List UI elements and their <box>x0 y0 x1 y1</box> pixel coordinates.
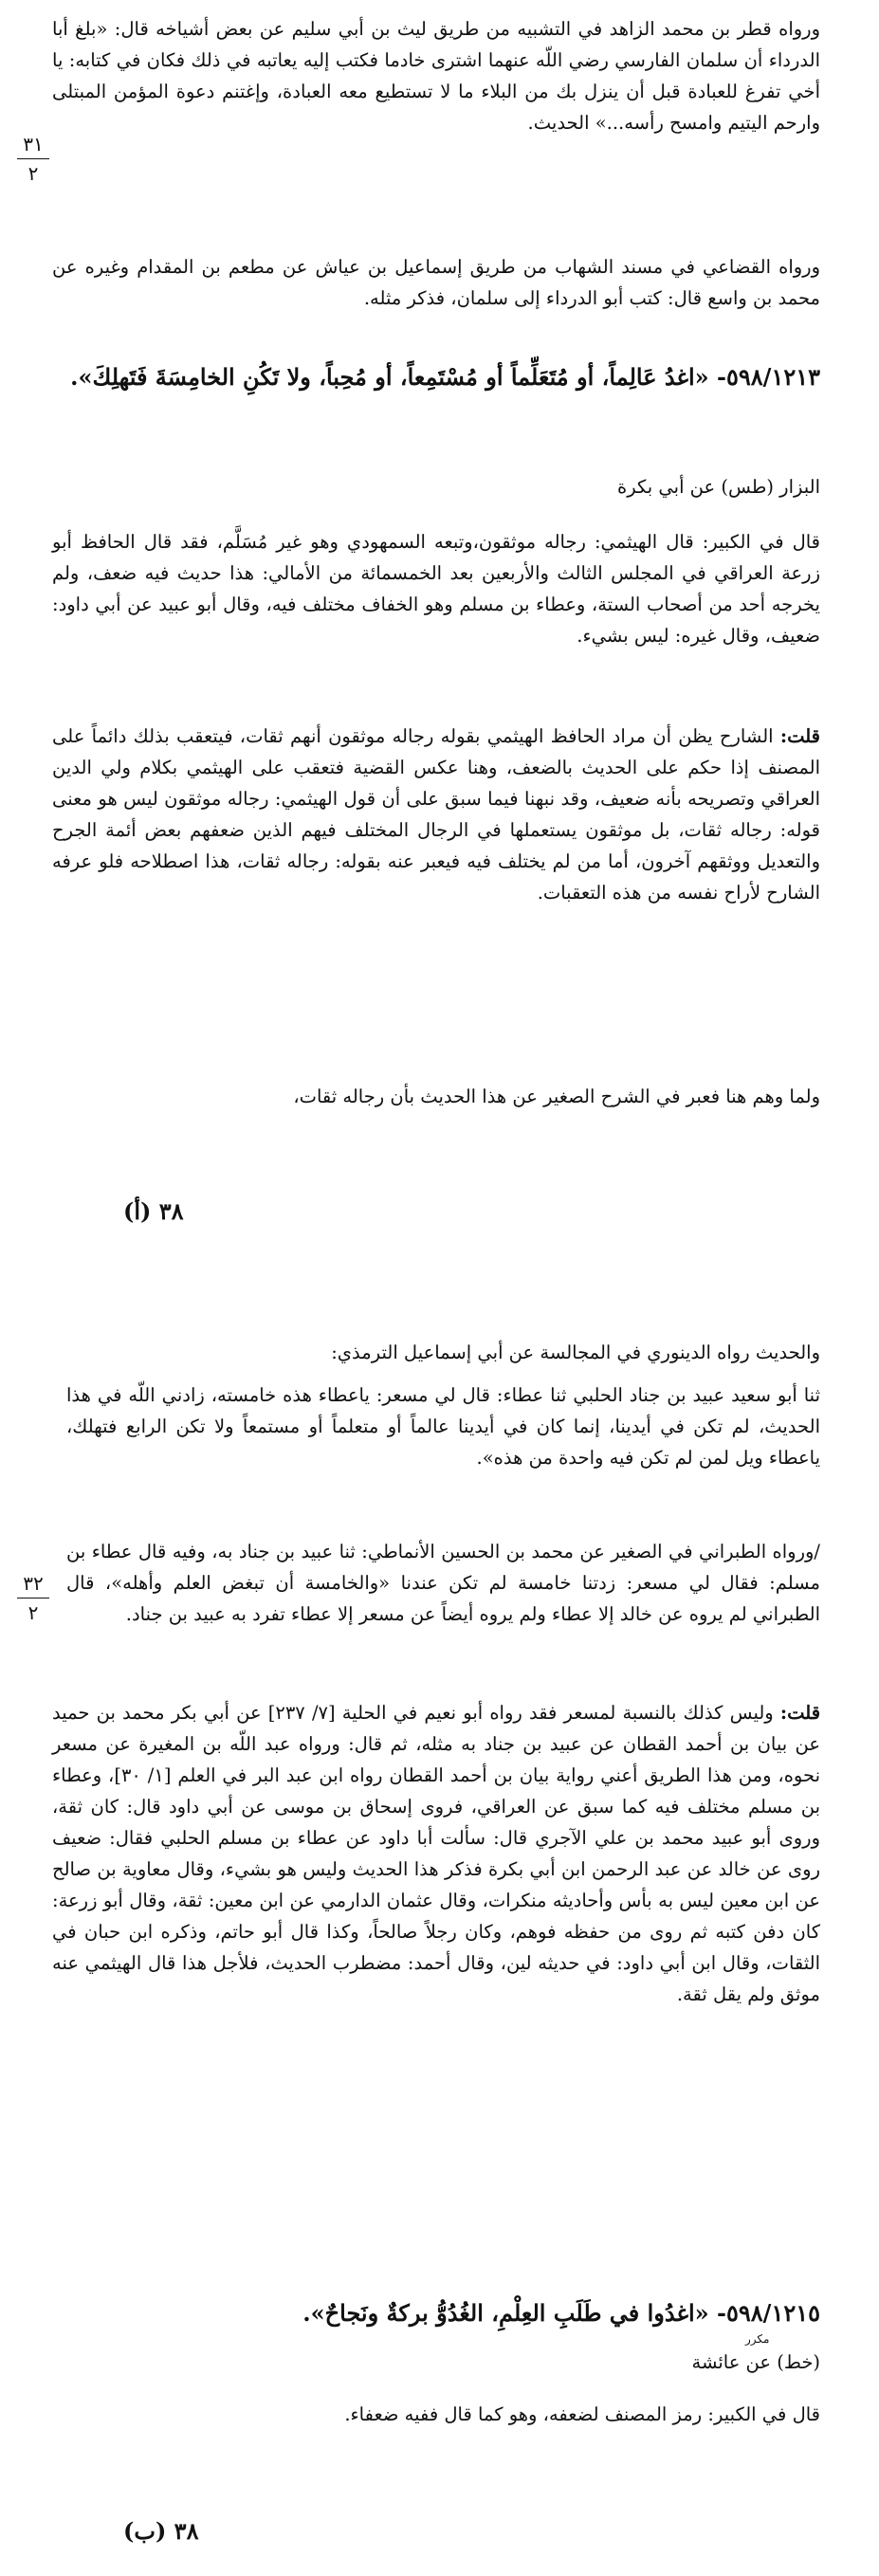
p2-margin-marker-bottom: ٢ <box>27 1601 39 1624</box>
p2-paragraph-kabir <box>52 2399 820 2430</box>
p1-paragraph-qatr <box>52 13 820 138</box>
p2-margin-marker-top: ٣٢ <box>23 1572 44 1595</box>
p1-hadith-1213-text: ٥٩٨/١٢١٣- «اغدُ عَالِماً، أو مُتَعَلِّماً أو مُسْتَمِعاً، أو مُحِباً، ولا تَكُنِ الخامِسَةَ فَتَهلِكَ». <box>70 363 820 391</box>
p2-paragraph-isnad <box>66 1379 820 1473</box>
p2-paragraph-tabarani <box>66 1536 820 1630</box>
p2-source-1215-text: (خط) عن عائشة <box>691 2351 820 2373</box>
p2-margin-marker <box>14 1572 52 1624</box>
p1-hadith-1213 <box>52 358 820 396</box>
p2-isnad-text: ثنا أبو سعيد عبيد بن جناد الحلبي ثنا عطاء: قال لي مسعر: ياعطاء هذه خامسته، زادني اللّه في هذا الحديث، لم تكن في أيدينا، إنما كان في أيدينا عالماً أو متعلماً أو مستمعاً ولا تكن الرابع فتهلك، ياعطاء ويل لمن لم تكن فيه واحدة من هذه». <box>66 1384 820 1469</box>
p2-hadith-1215-text: ٥٩٨/١٢١٥- «اغدُوا في طَلَبِ العِلْمِ، الغُدُوُّ بركةٌ ونَجاحٌ». <box>302 2299 820 2327</box>
p1-paragraph-qultu <box>52 721 820 908</box>
p2-mukarrar-text: مكرر <box>745 2332 770 2346</box>
p1-closing-text: ولما وهم هنا فعبر في الشرح الصغير عن هذا الحديث بأن رجاله ثقات، <box>293 1086 820 1107</box>
p2-margin-marker-rule <box>17 1598 49 1599</box>
p1-page-number <box>123 1197 184 1225</box>
p1-page-number-text: ٣٨ (أ) <box>123 1197 184 1225</box>
p1-margin-marker-rule <box>17 158 49 159</box>
p2-source-1215 <box>52 2347 820 2378</box>
p1-paragraph-qudai-text: ورواه القضاعي في مسند الشهاب من طريق إسماعيل بن عياش عن مطعم بن المقدام وغيره عن محمد بن واسع قال: كتب أبو الدرداء إلى سلمان، فذكر مثله. <box>52 256 820 309</box>
p2-page-number-text: ٣٨ (ب) <box>123 2517 199 2545</box>
p1-qultu-text: الشارح يظن أن مراد الحافظ الهيثمي بقوله رجاله موثقون أنهم ثقات، فيتعقب بذلك دائماً على المصنف إذا حكم على الحديث بالضعف، وهنا عكس القضية فتعقب على الهيثمي بكلام ولي الدين العراقي وتصريحه بأنه ضعيف، وقد نبهنا فيما سبق على أن قول الهيثمي: رجاله موثقون ليس هو معنى قوله: رجاله ثقات، بل موثقون يستعملها في الرجال المختلف فيهم الذين ضعفهم بعض أئمة الجرح والتعديل ووثقهم آخرون، أما من لم يختلف فيه فيعبر عنه بقوله: رجاله ثقات، هذا اصطلاحه فلو عرفه الشارح لأراح نفسه من هذه التعقبات. <box>52 725 820 904</box>
p1-paragraph-qudai <box>52 251 820 314</box>
p2-paragraph-qultu <box>52 1697 820 2010</box>
p1-paragraph-kabir <box>52 526 820 651</box>
p1-paragraph-kabir-text: قال في الكبير: قال الهيثمي: رجاله موثقون،وتبعه السمهودي وهو غير مُسَلَّم، فقد قال الحافظ أبو زرعة العراقي في المجلس الثالث والأربعين بعد الخمسمائة من الأمالي: هذا حديث فيه ضعف، ولم يخرجه أحد من أصحاب الستة، وعطاء بن مسلم وهو الخفاف مختلف فيه، وقال أبو عبيد عن أبي داود: ضعيف، وقال غيره: ليس بشيء. <box>52 531 820 647</box>
p1-margin-marker-top: ٣١ <box>23 133 44 155</box>
p1-source-1213 <box>52 471 820 502</box>
p2-tabarani-text: /ورواه الطبراني في الصغير عن محمد بن الحسين الأنماطي: ثنا عبيد بن جناد به، وفيه قال عطاء بن مسلم: فقال لي مسعر: زدتنا خامسة لم تكن عندنا «والخامسة أن تبغض العلم وأهله»، قال الطبراني لم يروه عن خالد إلا عطاء ولم يروه أيضاً عن مسعر إلا عطاء تفرد به عبيد بن جناد. <box>66 1541 820 1625</box>
p2-kabir-text: قال في الكبير: رمز المصنف لضعفه، وهو كما قال ففيه ضعفاء. <box>344 2403 820 2425</box>
p1-paragraph-qatr-text: ورواه قطر بن محمد الزاهد في التشبيه من طريق ليث بن أبي سليم عن بعض أشياخه قال: «بلغ أبا الدرداء أن سلمان الفارسي رضي اللّه عنهما اشترى خادما فكتب إليه يعاتبه في ذلك فكان في كتابه: يا أخي تفرغ للعبادة قبل أن ينزل بك من البلاء ما لا تستطيع معه العبادة، وإغتنم دعوة المؤمن المبتلى وارحم اليتيم وامسح رأسه...» الحديث. <box>52 18 820 134</box>
p1-paragraph-closing <box>52 1081 820 1112</box>
p2-mukarrar-note <box>745 2332 769 2346</box>
p2-qultu-label: قلت: <box>779 1702 821 1724</box>
p1-qultu-label: قلت: <box>779 725 820 747</box>
p2-paragraph-dinawari <box>52 1337 820 1368</box>
p2-dinawari-text: والحديث رواه الدينوري في المجالسة عن أبي إسماعيل الترمذي: <box>331 1342 820 1363</box>
p1-margin-marker <box>14 133 52 185</box>
p1-margin-marker-bottom: ٢ <box>27 162 39 185</box>
p2-page-number <box>123 2517 198 2545</box>
p2-qultu-text: وليس كذلك بالنسبة لمسعر فقد رواه أبو نعيم في الحلية [٧/ ٢٣٧] عن أبي بكر محمد بن حميد عن بيان بن أحمد القطان عن عبيد بن جناد به مثله، ثم قال: ورواه عبد اللّه بن المغيرة عن مسعر نحوه، ومن هذا الطريق أعني رواية بيان بن أحمد القطان رواه ابن عبد البر في العلم [١/ ٣٠]، وعطاء بن مسلم مختلف فيه كما سبق عن العراقي، فروى إسحاق بن موسى عن أبي داود قال: كان ثقة، وروى أبو عبيد محمد بن علي الآجري قال: سألت أبا داود عن عطاء بن مسلم الحلبي فقال: ضعيف روى عن خالد عن عبد الرحمن ابن أبي بكرة فذكر هذا الحديث وليس هو بشيء، وقال معاوية بن صالح عن ابن معين ليس به بأس وأحاديثه منكرات، وقال عثمان الدارمي عن ابن معين: ثقة، وقال أبو زرعة: كان دفن كتبه ثم روى من حفظه فوهم، وكان رجلاً صالحاً، وكذا قال أبو حاتم، وذكره ابن حبان في الثقات، وقال ابن أبي داود: في حديثه لين، وقال أحمد: مضطرب الحديث، فلأجل هذا قال الهيثمي عنه موثق ولم يقل ثقة. <box>52 1702 820 2005</box>
p2-hadith-1215 <box>52 2294 820 2332</box>
p1-source-1213-text: البزار (طس) عن أبي بكرة <box>617 476 820 498</box>
